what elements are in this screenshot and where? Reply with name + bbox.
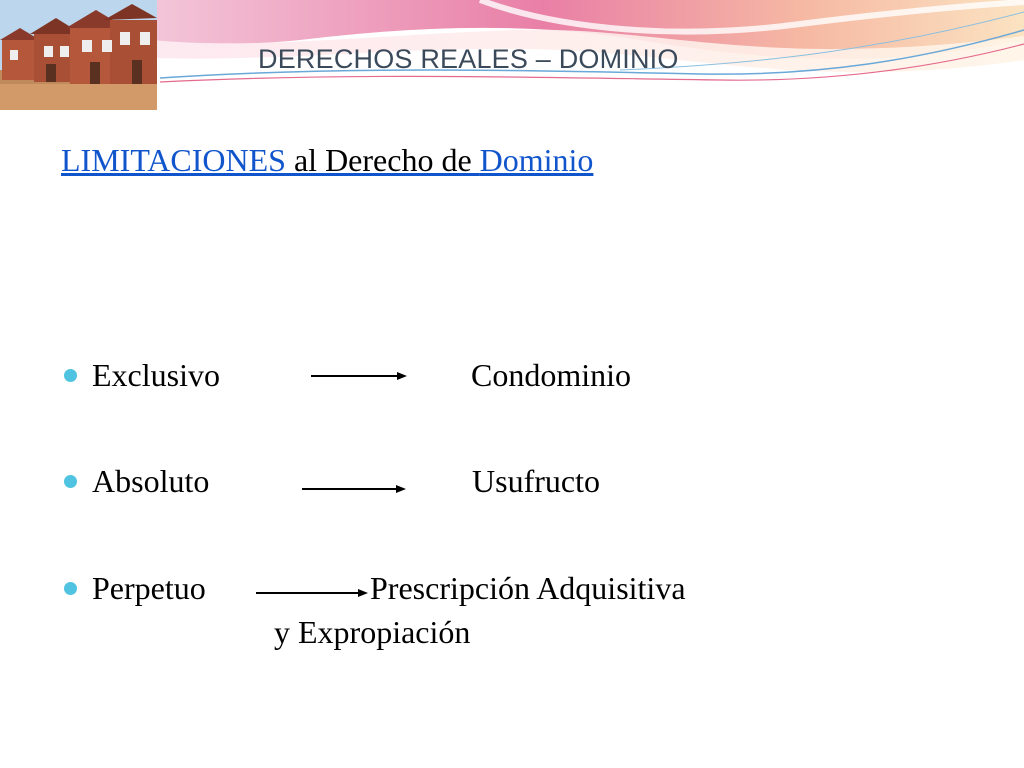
bullet-icon xyxy=(64,582,77,595)
item-result: Prescripción Adquisitiva xyxy=(370,570,686,606)
item-result-continuation: y Expropiación xyxy=(274,614,471,650)
limitaciones-link[interactable]: LIMITACIONES xyxy=(61,142,286,178)
slide-title: DERECHOS REALES – DOMINIO xyxy=(258,44,679,74)
item-result: Condominio xyxy=(471,357,632,393)
row-houses-image xyxy=(0,0,157,110)
dominio-link[interactable]: Dominio xyxy=(479,142,594,178)
bullet-icon xyxy=(64,369,77,382)
arrow-right-icon xyxy=(302,483,406,495)
bullet-icon xyxy=(64,475,77,488)
item-term: Exclusivo xyxy=(92,357,220,393)
arrow-right-icon xyxy=(311,370,407,382)
item-term: Absoluto xyxy=(92,463,210,499)
arrow-right-icon xyxy=(256,587,368,599)
item-term: Perpetuo xyxy=(92,570,206,606)
subtitle-middle-text: al Derecho de xyxy=(285,142,480,178)
item-result: Usufructo xyxy=(472,463,600,499)
slide-subtitle xyxy=(61,142,593,179)
